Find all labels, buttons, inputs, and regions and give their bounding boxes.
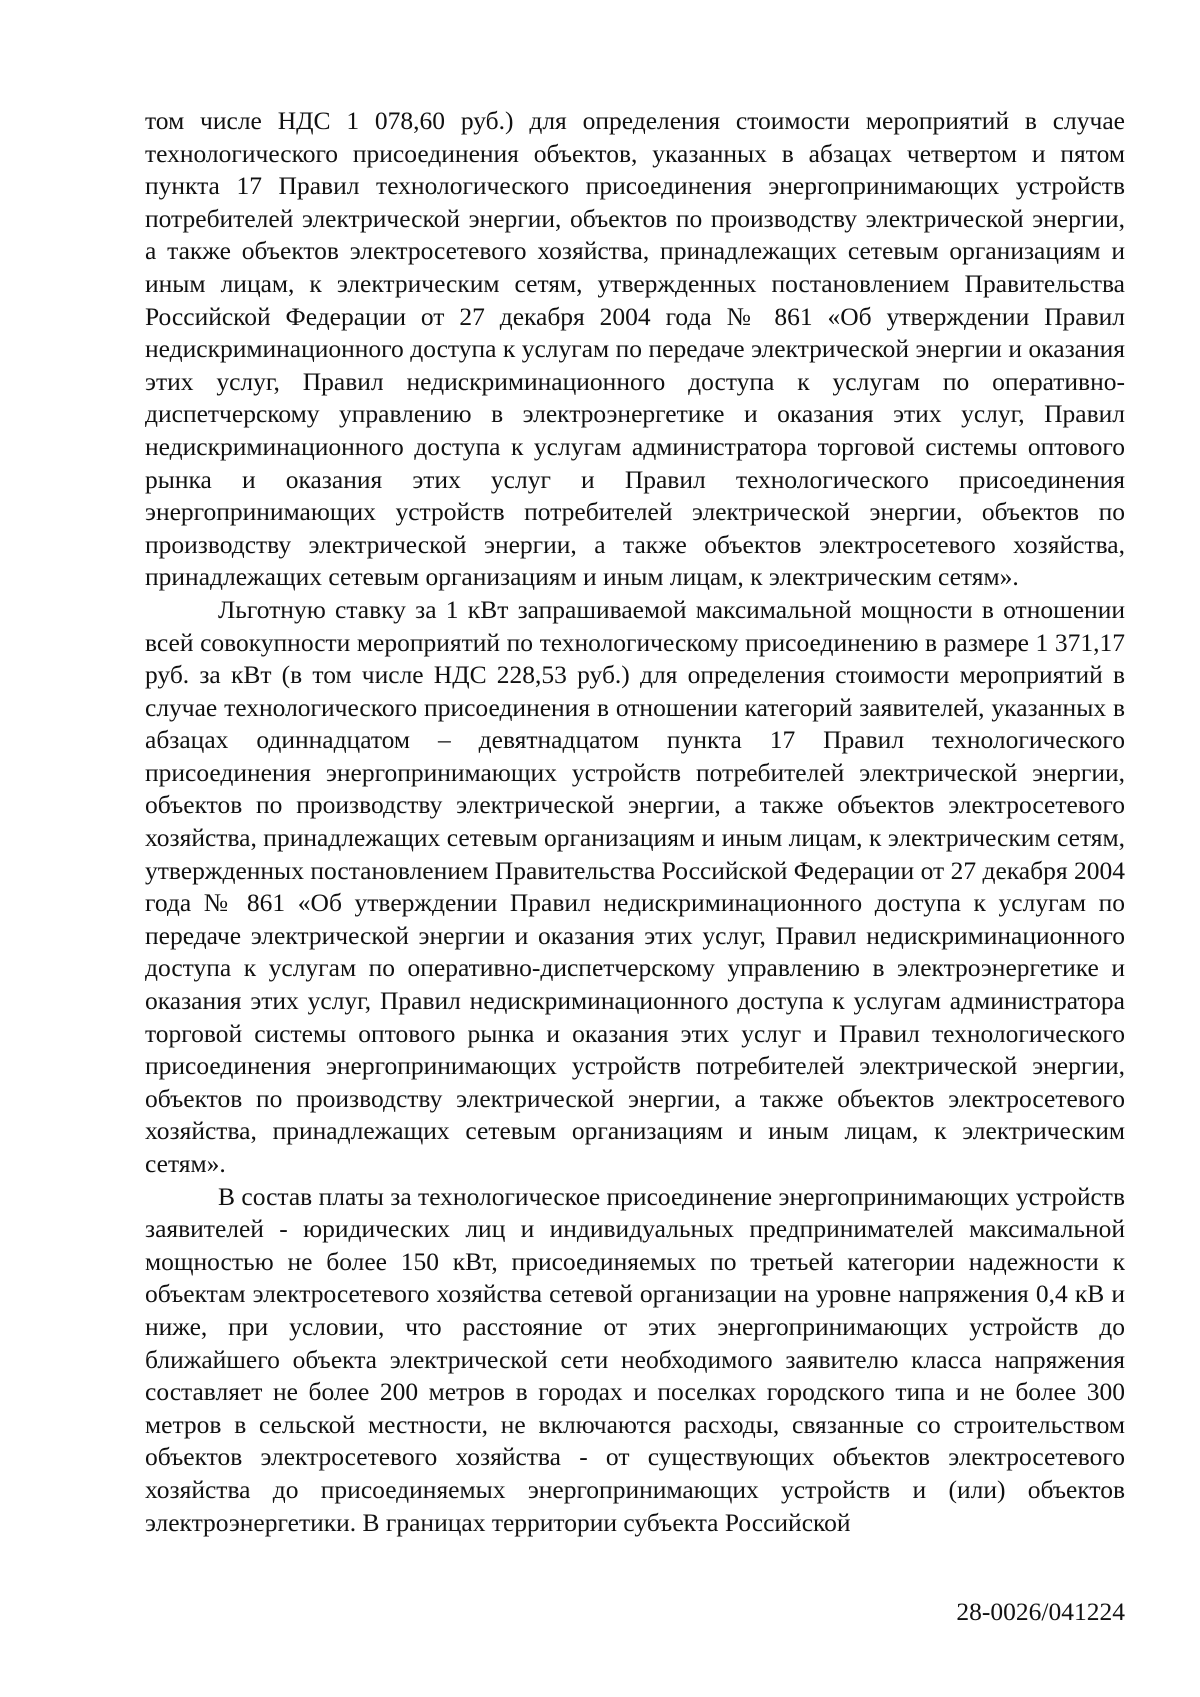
paragraph-fee-composition: В состав платы за технологическое присоединение энергопринимающих устройств заявителей - юридических лиц и индивидуальных предпринимателей максимальной мощностью не более 150 кВт, присоединяемых по третьей категории надежности к объектам электросетевого хозяйства сетевой организации на уровне напряжения 0,4 кВ и ниже, при условии, что расстояние от этих энергопринимающих устройств до ближайшего объекта электрической сети необходимого заявителю класса напряжения составляет не более 200 метров в городах и поселках городского типа и не более 300 метров в сельской местности, не включаются расходы, связанные со строительством объектов электросетевого хозяйства - от существующих объектов электросетевого хозяйства до присоединяемых энергопринимающих устройств и (или) объектов электроэнергетики. В границах территории субъекта Российской: [145, 1181, 1125, 1537]
document-number: 28-0026/041224: [956, 1597, 1125, 1626]
paragraph-preferential-rate: Льготную ставку за 1 кВт запрашиваемой максимальной мощности в отношении всей совокупности мероприятий по технологическому присоединению в размере 1 371,17 руб. за кВт (в том числе НДС 228,53 руб.) для определения стоимости мероприятий в случае технологического присоединения в отношении категорий заявителей, указанных в абзацах одиннадцатом – девятнадцатом пункта 17 Правил технологического присоединения энергопринимающих устройств потребителей электрической энергии, объектов по производству электрической энергии, а также объектов электросетевого хозяйства, принадлежащих сетевым организациям и иным лицам, к электрическим сетям, утвержденных постановлением Правительства Российской Федерации от 27 декабря 2004 года № 861 «Об утверждении Правил недискриминационного доступа к услугам по передаче электрической энергии и оказания этих услуг, Правил недискриминационного доступа к услугам по оперативно-диспетчерскому управлению в электроэнергетике и оказания этих услуг, Правил недискриминационного доступа к услугам администратора торговой системы оптового рынка и оказания этих услуг и Правил технологического присоединения энергопринимающих устройств потребителей электрической энергии, объектов по производству электрической энергии, а также объектов электросетевого хозяйства, принадлежащих сетевым организациям и иным лицам, к электрическим сетям».: [145, 594, 1125, 1178]
document-body: [145, 105, 1125, 1539]
paragraph-continuation: том числе НДС 1 078,60 руб.) для определения стоимости мероприятий в случае технологического присоединения объектов, указанных в абзацах четвертом и пятом пункта 17 Правил технологического присоединения энергопринимающих устройств потребителей электрической энергии, объектов по производству электрической энергии, а также объектов электросетевого хозяйства, принадлежащих сетевым организациям и иным лицам, к электрическим сетям, утвержденных постановлением Правительства Российской Федерации от 27 декабря 2004 года № 861 «Об утверждении Правил недискриминационного доступа к услугам по передаче электрической энергии и оказания этих услуг, Правил недискриминационного доступа к услугам по оперативно-диспетчерскому управлению в электроэнергетике и оказания этих услуг, Правил недискриминационного доступа к услугам администратора торговой системы оптового рынка и оказания этих услуг и Правил технологического присоединения энергопринимающих устройств потребителей электрической энергии, объектов по производству электрической энергии, а также объектов электросетевого хозяйства, принадлежащих сетевым организациям и иным лицам, к электрическим сетям».: [145, 106, 1125, 592]
